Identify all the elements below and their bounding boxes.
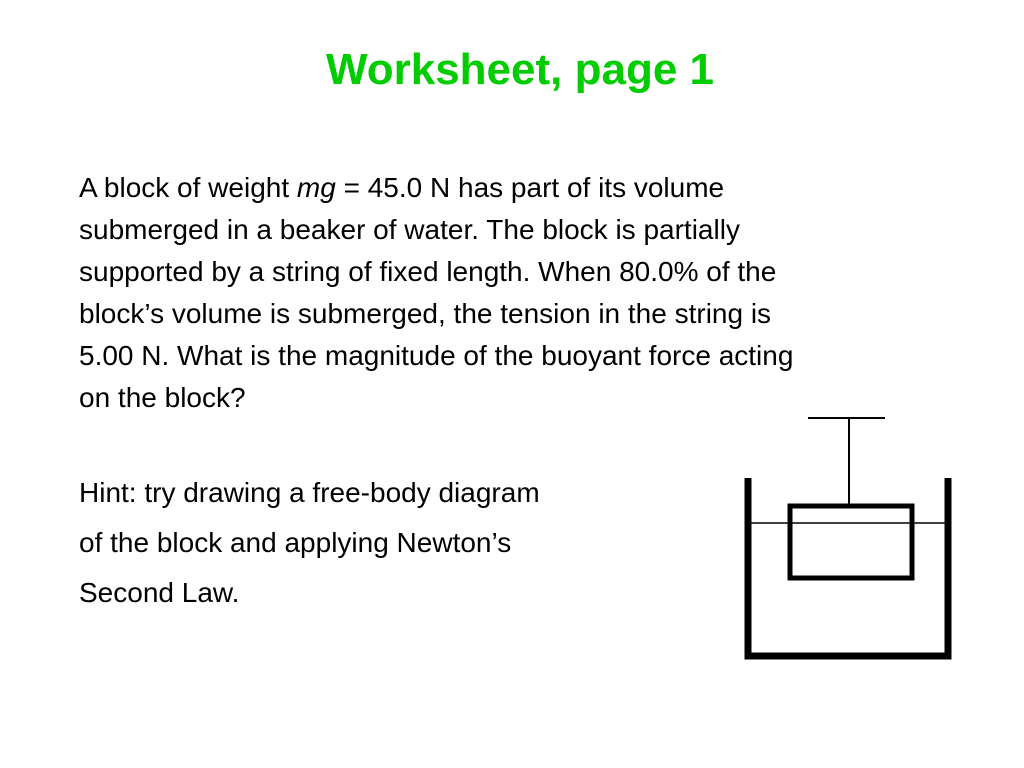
hint-line-1: Hint: try drawing a free-body diagram bbox=[79, 477, 540, 508]
problem-line-5: 5.00 N. What is the magnitude of the buoyant force acting bbox=[79, 340, 794, 371]
problem-line-2: submerged in a beaker of water. The block is partially bbox=[79, 214, 740, 245]
hint-text bbox=[79, 468, 540, 618]
hint-line-2: of the block and applying Newton’s bbox=[79, 527, 512, 558]
block bbox=[790, 506, 912, 578]
problem-line-3: supported by a string of fixed length. When 80.0% of the bbox=[79, 256, 777, 287]
problem-line-4: block’s volume is submerged, the tension in the string is bbox=[79, 298, 772, 329]
weight-variable: mg bbox=[296, 172, 336, 203]
problem-line-1-post: = 45.0 N has part of its volume bbox=[335, 172, 725, 203]
hint-line-3: Second Law. bbox=[79, 577, 240, 608]
problem-line-1 bbox=[79, 167, 979, 209]
beaker-diagram bbox=[740, 410, 960, 665]
problem-line-6: on the block? bbox=[79, 382, 246, 413]
problem-line-1-pre: A block of weight bbox=[79, 172, 297, 203]
problem-text bbox=[79, 167, 979, 419]
slide-title: Worksheet, page 1 bbox=[326, 45, 714, 94]
